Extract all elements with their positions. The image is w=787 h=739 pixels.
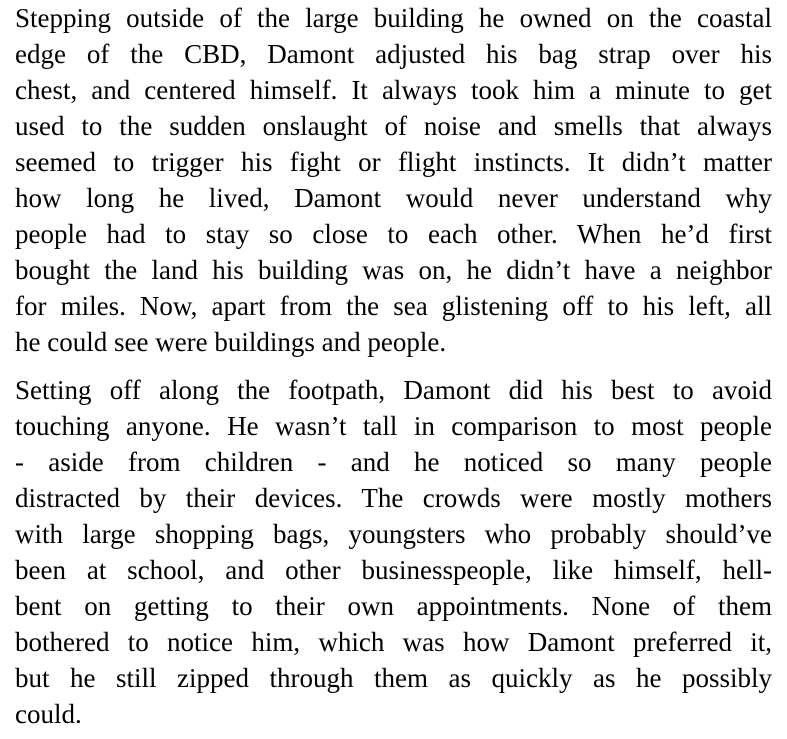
text-line: bent on getting to their own appointments. None of them [15,591,772,621]
text-line: distracted by their devices. The crowds were mostly mothers [15,483,772,513]
text-line: how long he lived, Damont would never understand why [15,183,772,213]
text-line: been at school, and other businesspeople, like himself, hell- [15,555,772,585]
text-line: - aside from children - and he noticed so many people [15,447,772,477]
text-line: bought the land his building was on, he didn’t have a neighbor [15,255,772,285]
paragraph-1 [15,0,772,360]
text-line: Setting off along the footpath, Damont did his best to avoid [15,375,772,405]
text-line: with large shopping bags, youngsters who probably should’ve [15,519,772,549]
text-line: seemed to trigger his fight or flight instincts. It didn’t matter [15,147,772,177]
text-line: for miles. Now, apart from the sea glistening off to his left, all [15,291,772,321]
text-line: but he still zipped through them as quickly as he possibly [15,663,772,693]
text-line: people had to stay so close to each other. When he’d first [15,219,772,249]
text-line: could. [15,699,82,729]
text-line: bothered to notice him, which was how Damont preferred it, [15,627,772,657]
text-line: used to the sudden onslaught of noise and smells that always [15,111,772,141]
text-line: touching anyone. He wasn’t tall in comparison to most people [15,411,772,441]
text-line: he could see were buildings and people. [15,327,447,357]
text-line: edge of the CBD, Damont adjusted his bag strap over his [15,39,772,69]
text-line: Stepping outside of the large building he owned on the coastal [15,3,772,33]
text-line: chest, and centered himself. It always took him a minute to get [15,75,772,105]
document-page [15,0,772,732]
paragraph-2 [15,372,772,732]
